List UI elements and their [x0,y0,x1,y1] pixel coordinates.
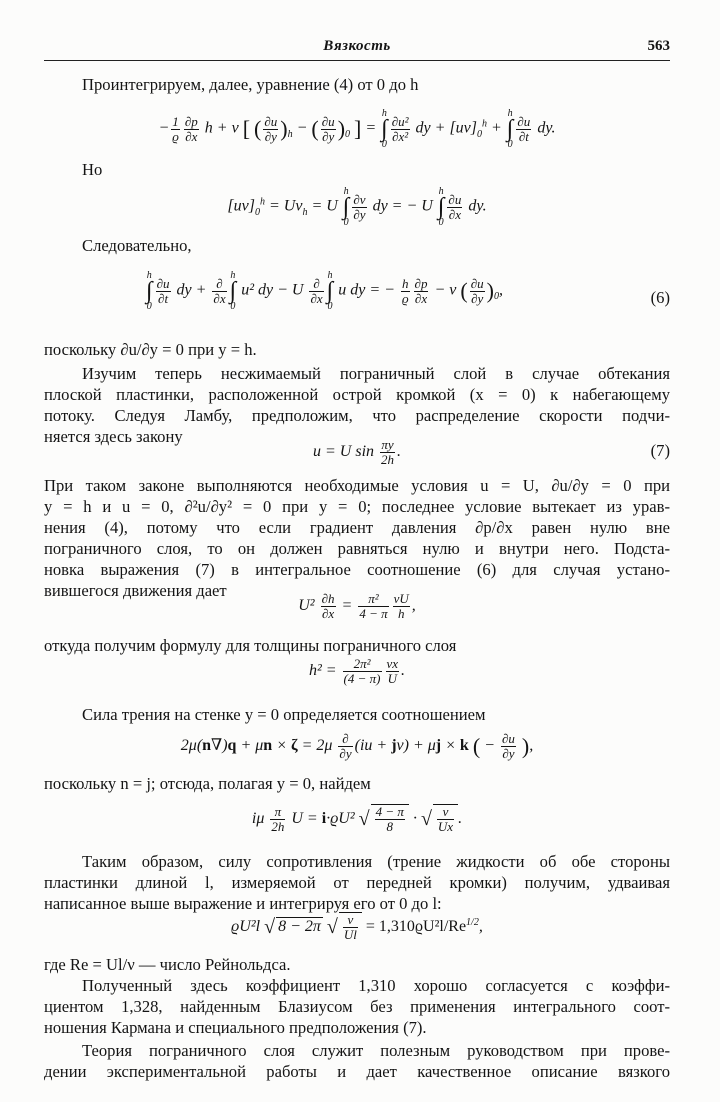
equation-7: u = U sin $\frac{\pi y}{2h}$ . [312,437,402,467]
equation-tail: dy. [537,119,556,137]
paragraph-since-n: поскольку n = j; отсюда, полагая y = 0, найдем [44,774,371,793]
paragraph-whence: откуда получим формулу для толщины пограничного слоя [44,636,457,655]
paragraph-intro: Проинтегрируем, далее, уравнение (4) от 0 до h [82,75,419,94]
equation-integrated-momentum: − $\frac{1}{ϱ}$ $\frac{\partial p}{\partial x}$ h + ν [ ( $\frac{\partial u}{\partial y}$ )$_h$ − ( $\frac{\partial u}{\partial y}$ )$_0$ ] = h ∫ 0 $\frac{\text{∂u²}}{\text{∂x²}}$ dy + $[uv]_0^h + h$ ∫ 0 $\frac{\partial u}{\partial t}$ dy. [158,108,556,150]
paragraph-line: При таком законе выполняются необходимые условия u = U, ∂u/∂y = 0 при [44,476,670,495]
equation-drag-result: = 1,310ϱU²l/Re [365,918,467,936]
equation-drag: ϱU²l √ 8 − 2π √ $\frac{\nu}{Ul}$ = $1,310ϱU^2l/Re^{1/2}$, [231,912,483,942]
paragraph-line: вившегося движения дает [44,581,227,600]
equation-6: h ∫ 0 $\frac{\partial u}{\partial t}$ dy + $\frac{\partial}{\partial x}$ h ∫ 0 u² dy − U $\frac{\partial}{\partial x}$ h ∫ 0 u dy = − $\frac{h}{ϱ}$ $\frac{\partial p}{\partial x}$ − ν ( $\frac{\partial u}{\partial y}$ )$_0$, [146,270,503,312]
equation-friction: 2μ(n∇)q + μn × ζ = 2μ $\frac{\partial}{\partial y}$ (iu + jv) + μj × k ( − $\frac{\partial u}{\partial y}$ ), [180,731,534,761]
paragraph-line: няется здесь закону [44,427,183,446]
paragraph-line: нения (4), потому что если градиент давления ∂p/∂x равен нулю вне [44,518,670,537]
paragraph-line: плоской пластинки, расположенной острой кромкой (x = 0) к набегающему [44,385,670,404]
paragraph-line: пластинки длиной l, измеряемой от передней кромки) получим, удваивая [44,873,670,892]
running-header [44,38,670,61]
page-number: 563 [647,38,670,54]
paragraph-line: Таким образом, силу сопротивления (трение жидкости об обе стороны [82,852,670,871]
paragraph-line: написанное выше выражение и интегрируя его от 0 до l: [44,894,442,913]
equation-number-7: (7) [650,441,670,460]
equation-number-6: (6) [650,288,670,307]
equation-drag-exponent: 1/2 [466,916,479,928]
equation-friction-value: iμ $\frac{\pi}{2h}$ U = i·ϱU² √ $\frac{4 - \pi}{8}$ · √ $\frac{\nu}{Ux}$ . [251,804,463,834]
paragraph-line: y = h и u = 0, ∂²u/∂y² = 0 при y = 0; последнее условие вытекает из урав- [44,497,670,516]
paragraph-friction: Сила трения на стенке y = 0 определяется соотношением [82,705,486,724]
paragraph-line: пограничного слоя, то он должен равняться нулю и внутри него. Подста- [44,539,670,558]
paragraph-line: циентом 1,328, найденным Блазиусом без применения интегрального соот- [44,997,670,1016]
equation-thickness-ode: U² $\frac{\partial h}{\partial x}$ = $\frac{\text{π²}}{4 - \pi}$ $\frac{\nu U}{h}$ , [298,591,416,621]
paragraph-line: новка выражения (7) в интегральное соотношение (6) для случая устано- [44,560,670,579]
paragraph-line: Теория пограничного слоя служит полезным руководством при прове- [82,1041,670,1060]
equation-thickness: h² = $\frac{\text{2π²}}{(4 - \pi)}$ $\frac{\nu x}{U}$ . [308,656,406,686]
paragraph-line: Полученный здесь коэффициент 1,310 хорошо согласуется с коэффи- [82,976,670,995]
paragraph-therefore: Следовательно, [82,236,192,255]
paragraph-line: ношения Кармана и специального предположения (7). [44,1018,427,1037]
running-title: Вязкость [323,38,391,54]
equation-uv-lhs: [uv] [227,197,255,215]
paragraph-reynolds: где Re = Ul/ν — число Рейнольдса. [44,955,291,974]
paragraph-no: Но [82,160,103,179]
paragraph-line: Изучим теперь несжимаемый пограничный слой в случае обтекания [82,364,670,383]
equation-uv-bracket: $[uv]_0^h = Uv_h = U$ h ∫ 0 $\frac{\partial v}{\partial y}$ dy = − U h ∫ 0 $\frac{\partial u}{\partial x}$ dy. [227,186,487,228]
paragraph-since: поскольку ∂u/∂y = 0 при y = h. [44,340,257,359]
paragraph-line: дении экспериментальной работы и дает качественное описание вязкого [44,1062,670,1081]
paragraph-line: потоку. Следуя Ламбу, предположим, что распределение скорости подчи- [44,406,670,425]
